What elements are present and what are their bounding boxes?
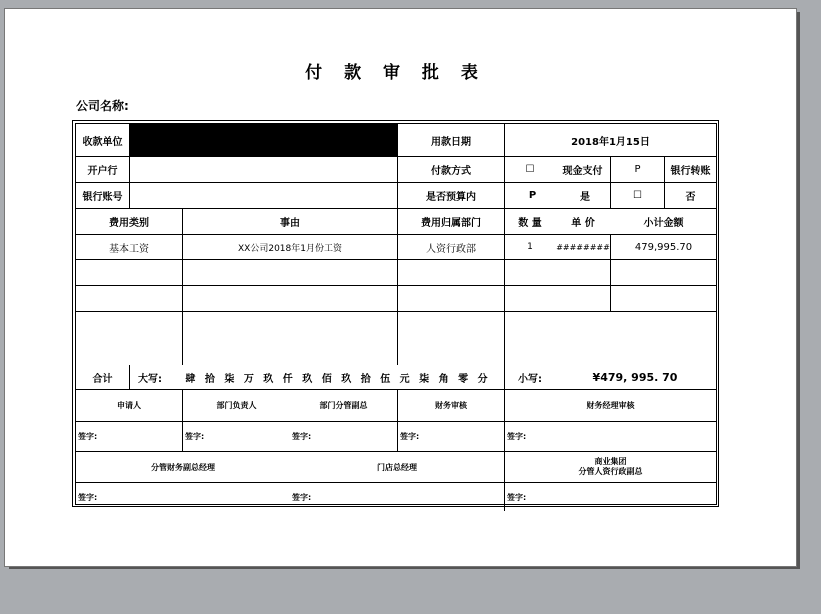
company-name-label: 公司名称: (76, 99, 129, 113)
account-label: 银行账号 (82, 192, 123, 203)
finance-review-label: 财务审核 (435, 401, 467, 410)
upper-case-amount: 肆 拾 柒 万 玖 仟 玖 佰 玖 拾 伍 元 柒 角 零 分 (185, 374, 491, 385)
payee-label: 收款单位 (82, 136, 123, 148)
no-checkbox: ☐ (633, 190, 642, 201)
header-subtotal: 小计金额 (643, 218, 684, 229)
budget-label: 是否预算内 (426, 192, 476, 203)
row-dept: 人资行政部 (426, 243, 476, 255)
signature-dept-head: 签字: (185, 432, 205, 441)
header-reason: 事由 (280, 218, 300, 229)
row-qty: 1 (527, 242, 533, 252)
gm-finance-label: 分管财务副总经理 (151, 462, 215, 472)
bank-label: 开户行 (87, 166, 118, 177)
lower-case-amount: ¥479, 995. 70 (592, 371, 678, 384)
store-gm-label: 门店总经理 (377, 462, 417, 472)
date-value: 2018年1月15日 (571, 136, 650, 148)
signature-finance-manager: 签字: (507, 432, 527, 441)
signature-store-gm: 签字: (292, 492, 312, 502)
transfer-label: 银行转账 (670, 166, 711, 177)
applicant-label: 申请人 (117, 401, 141, 410)
header-dept: 费用归属部门 (421, 218, 481, 229)
signature-finance-review: 签字: (400, 432, 420, 441)
no-label: 否 (685, 192, 696, 203)
row-reason: XX公司2018年1月份工资 (238, 243, 342, 254)
dept-manager-label: 部门分管副总 (319, 401, 368, 410)
header-qty: 数 量 (518, 218, 542, 229)
hr-vp-label-line1: 商业集团 (594, 457, 627, 466)
upper-case-label: 大写: (138, 374, 162, 385)
lower-case-label: 小写: (518, 374, 542, 385)
signature-applicant: 签字: (78, 432, 98, 441)
payment-method-label: 付款方式 (431, 166, 471, 177)
signature-hr-vp: 签字: (507, 492, 527, 502)
signature-gm-finance: 签字: (78, 492, 98, 502)
signature-dept-manager: 签字: (292, 432, 312, 441)
cash-checkbox: ☐ (525, 164, 535, 175)
header-price: 单 价 (571, 218, 595, 229)
payee-redacted (130, 124, 397, 156)
hr-vp-label (505, 452, 716, 482)
row-price: ######## (556, 242, 610, 252)
yes-checkmark: P (528, 190, 537, 201)
date-label: 用款日期 (431, 136, 471, 148)
yes-label: 是 (580, 192, 590, 203)
total-label: 合计 (92, 374, 113, 385)
dept-head-label: 部门负责人 (216, 401, 257, 410)
transfer-checkmark: P (634, 164, 641, 175)
row-category: 基本工资 (109, 243, 149, 255)
row-subtotal: 479,995.70 (634, 241, 693, 253)
finance-manager-label: 财务经理审核 (586, 401, 635, 410)
hr-vp-label-line2: 分管人资行政副总 (578, 467, 643, 476)
form-title: 付 款 审 批 表 (305, 63, 486, 83)
header-category: 费用类别 (109, 218, 149, 229)
cash-label: 现金支付 (562, 166, 603, 177)
